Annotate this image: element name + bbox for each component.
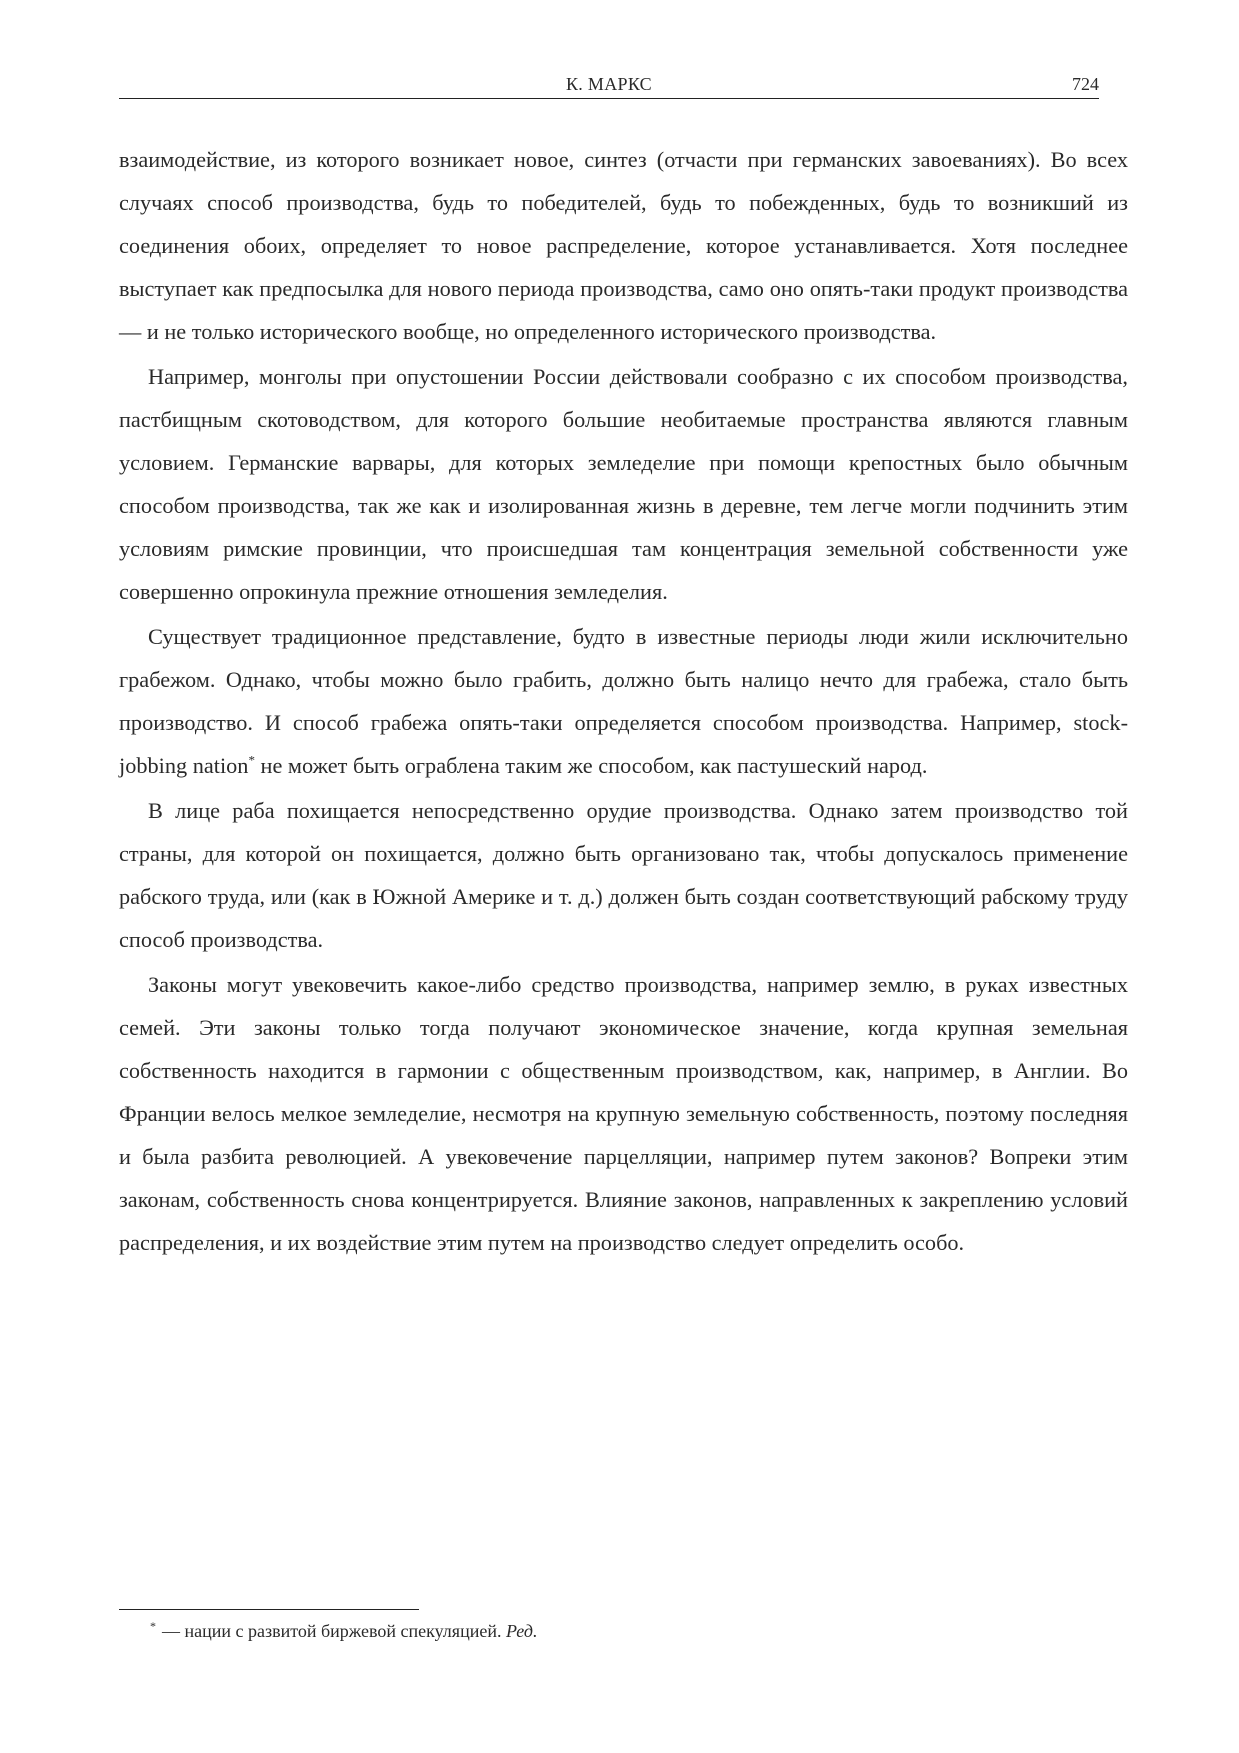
footnote-text: — нации с развитой биржевой спекуляцией. xyxy=(162,1621,506,1641)
paragraph-2: Например, монголы при опустошении России действовали сообразно с их способом производства, пастбищным скотоводством, для которого большие необитаемые пространства являются главным условием. Германские варвары, для которых земледелие при помощи крепостных было обычным способом производства, так же как и изолированная жизнь в деревне, тем легче могли подчинить этим условиям римские провинции, что происшедшая там концентрация земельной собственности уже совершенно опрокинула прежние отношения земледелия. xyxy=(119,364,1128,604)
paragraph-3 xyxy=(119,615,1128,787)
paragraph-1: взаимодействие, из которого возникает новое, синтез (отчасти при германских завоеваниях). Во всех случаях способ производства, будь то победителей, будь то побежденных, будь то возникший из соединения обоих, определяет то новое распределение, которое устанавливается. Хотя последнее выступает как предпосылка для нового периода производства, само оно опять-таки продукт производства — и не только исторического вообще, но определенного исторического производства. xyxy=(119,147,1128,344)
running-header xyxy=(119,72,1099,99)
body-text xyxy=(119,138,1128,1266)
paragraph-3-text-after: не может быть ограблена таким же способом, как пастушеский народ. xyxy=(254,753,928,778)
footnote-separator xyxy=(119,1609,419,1610)
paragraph-4: В лице раба похищается непосредственно орудие производства. Однако затем производство той страны, для которой он похищается, должно быть организовано так, чтобы допускалось применение рабского труда, или (как в Южной Америке и т. д.) должен быть создан соответствующий рабскому труду способ производства. xyxy=(119,798,1128,952)
footnote xyxy=(150,1618,537,1644)
paragraph-5: Законы могут увековечить какое-либо средство производства, например землю, в руках известных семей. Эти законы только тогда получают экономическое значение, когда крупная земельная собственность находится в гармонии с общественным производством, как, например, в Англии. Во Франции велось мелкое земледелие, несмотря на крупную земельную собственность, поэтому последняя и была разбита революцией. А увековечение парцелляции, например путем законов? Вопреки этим законам, собственность снова концентрируется. Влияние законов, направленных к закреплению условий распределения, и их воздействие этим путем на производство следует определить особо. xyxy=(119,972,1128,1255)
footnote-reference-marker: * xyxy=(248,752,255,768)
footnote-editor-note: Ред. xyxy=(505,1621,538,1641)
header-title: К. МАРКС xyxy=(566,74,652,94)
paragraph-3-text-before: Существует традиционное представление, будто в известные периоды люди жили исключительно грабежом. Однако, чтобы можно было грабить, должно быть налицо нечто для грабежа, стало быть производство. И способ грабежа опять-таки определяется способом производства. Например, stock-jobbing nation xyxy=(119,624,1128,778)
page-number: 724 xyxy=(1072,74,1099,94)
footnote-marker: * xyxy=(150,1619,156,1633)
